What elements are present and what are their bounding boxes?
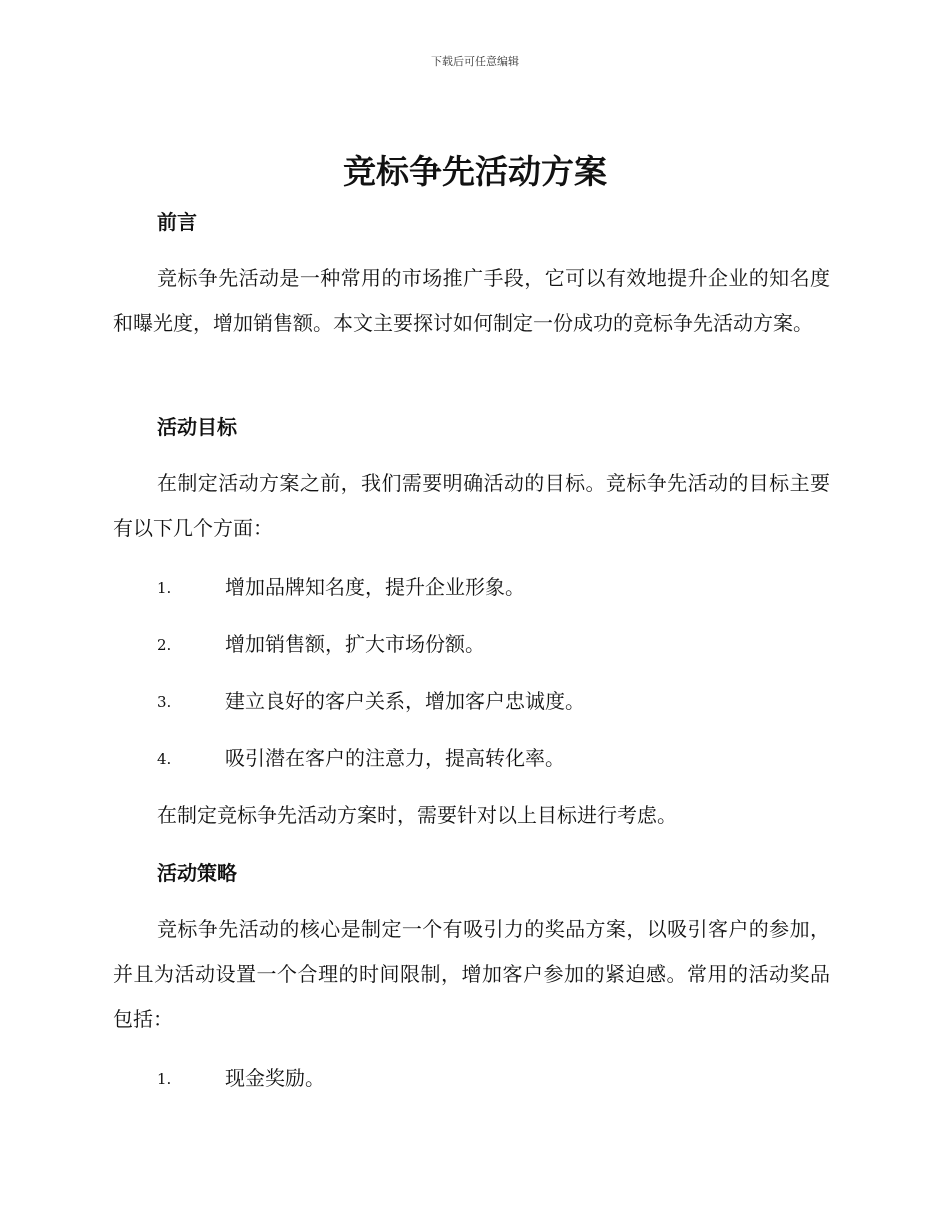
list-number: 2. bbox=[157, 636, 172, 654]
goals-list-item bbox=[157, 573, 837, 601]
goals-paragraph: 在制定活动方案之前，我们需要明确活动的目标。竞标争先活动的目标主要有以下几个方面： bbox=[113, 471, 830, 540]
section-heading-strategy: 活动策略 bbox=[157, 861, 237, 885]
document-title: 竞标争先活动方案 bbox=[343, 152, 607, 191]
list-item-text: 增加品牌知名度，提升企业形象。 bbox=[225, 575, 525, 599]
goals-list-item bbox=[157, 630, 837, 658]
strategy-paragraph: 竞标争先活动的核心是制定一个有吸引力的奖品方案，以吸引客户的参加，并且为活动设置一个合理的时间限制，增加客户参加的紧迫感。常用的活动奖品包括： bbox=[113, 917, 830, 1031]
list-number: 3. bbox=[157, 693, 172, 711]
list-item-text: 现金奖励。 bbox=[225, 1066, 325, 1090]
strategy-list-item bbox=[157, 1064, 837, 1092]
list-number: 1. bbox=[157, 1070, 172, 1088]
list-item-text: 增加销售额，扩大市场份额。 bbox=[225, 632, 485, 656]
list-number: 4. bbox=[157, 750, 172, 768]
list-number: 1. bbox=[157, 579, 172, 597]
list-item-text: 吸引潜在客户的注意力，提高转化率。 bbox=[225, 746, 565, 770]
section-heading-intro: 前言 bbox=[157, 210, 197, 234]
section-heading-goals: 活动目标 bbox=[157, 415, 237, 439]
goals-list-item bbox=[157, 687, 837, 715]
page-header-note: 下载后可任意编辑 bbox=[431, 55, 519, 68]
intro-paragraph: 竞标争先活动是一种常用的市场推广手段，它可以有效地提升企业的知名度和曝光度，增加销售额。本文主要探讨如何制定一份成功的竞标争先活动方案。 bbox=[113, 266, 830, 335]
goals-list-item bbox=[157, 744, 837, 772]
goals-closing-text: 在制定竞标争先活动方案时，需要针对以上目标进行考虑。 bbox=[157, 803, 677, 827]
list-item-text: 建立良好的客户关系，增加客户忠诚度。 bbox=[225, 689, 585, 713]
